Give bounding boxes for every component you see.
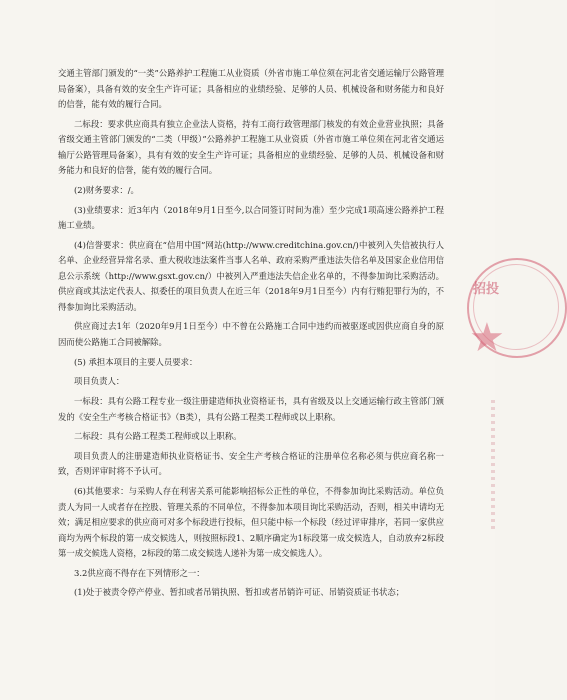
seal-star-icon: ★ xyxy=(469,315,505,361)
paragraph-11: 项目负责人的注册建造师执业资格证书、安全生产考核合格证的注册单位名称必须与供应商名称一致，否则评审时将不予认可。 xyxy=(58,450,444,477)
document-body xyxy=(58,66,444,605)
paragraph-5: (4)信誉要求：供应商在“信用中国”网站(http://www.creditchina.gov.cn/)中被列入失信被执行人名单、企业经营异常名录、重大税收违法案件当事人名单、政府采购严重违法失信名单及国家企业信用信息公示系统（http://www.gsxt.gov.cn/）中被列入严重违法失信企业名单的，不得参加询比采购活动。供应商或其法定代表人、拟委任的项目负责人在近三年（2018年9月1日至今）内有行贿犯罪行为的，不得参加询比采购活动。 xyxy=(58,239,444,312)
paragraph-1: 交通主管部门颁发的“一类”公路养护工程施工从业资质（外省市施工单位须在河北省交通运输厅公路管理局备案），具备有效的安全生产许可证；具备相应的业绩经验、足够的人员、机械设备和财务能力和良好的信誉，能有效的履行合同。 xyxy=(58,68,444,109)
paragraph-8: 项目负责人： xyxy=(74,376,125,387)
paragraph-4: (3)业绩要求：近3年内（2018年9月1日至今,以合同签订时间为准）至少完成1项高速公路养护工程施工业绩。 xyxy=(58,204,444,231)
paragraph-9: 一标段：具有公路工程专业一级注册建造师执业资格证书，具有省级及以上交通运输行政主管部门颁发的《安全生产考核合格证书》（B类），具有公路工程类工程师或以上职称。 xyxy=(58,396,444,422)
paragraph-12: (6)其他要求：与采购人存在利害关系可能影响招标公正性的单位，不得参加询比采购活动。单位负责人为同一人或者存在控股、管理关系的不同单位，不得参加本项目询比采购活动，否则，相关申请均无效；满足相应要求的供应商可对多个标段进行投标，但只能中标一个标段（经过评审排序，若同一家供应商均为两个标段的第一成交候选人，则按照标段1、2顺序确定为1标段第一成交候选人，自动放弃2标段第一成交候选人资格，2标段的第二成交候选人递补为第一成交候选人）。 xyxy=(58,486,444,559)
paragraph-13: 3.2供应商不得存在下列情形之一： xyxy=(74,567,205,578)
seal-text: 招投 xyxy=(473,282,500,297)
paragraph-10: 二标段：具有公路工程类工程师或以上职称。 xyxy=(74,431,242,442)
paragraph-6: 供应商过去1年（2020年9月1日至今）中不曾在公路施工合同中违约而被驱逐或因供应商自身的原因而使公路施工合同被解除。 xyxy=(58,321,444,347)
paragraph-7: (5) 承担本项目的主要人员要求： xyxy=(74,356,198,367)
paragraph-2: 二标段：要求供应商具有独立企业法人资格，持有工商行政管理部门核发的有效企业营业执照；具备省级交通主管部门颁发的“二类（甲级）”公路养护工程施工从业资质（外省市施工单位须在河北省交通运输厅公路管理局备案），具有有效的安全生产许可证；具备相应的业绩经验、足够的人员、机械设备和财务能力和良好的信誉，能有效的履行合同。 xyxy=(58,118,444,176)
paragraph-14: (1)处于被责令停产停业、暂扣或者吊销执照、暂扣或者吊销许可证、吊销资质证书状态； xyxy=(74,587,405,598)
seam-stamp-edge xyxy=(491,400,495,530)
paragraph-3: (2)财务要求：/。 xyxy=(74,184,139,195)
